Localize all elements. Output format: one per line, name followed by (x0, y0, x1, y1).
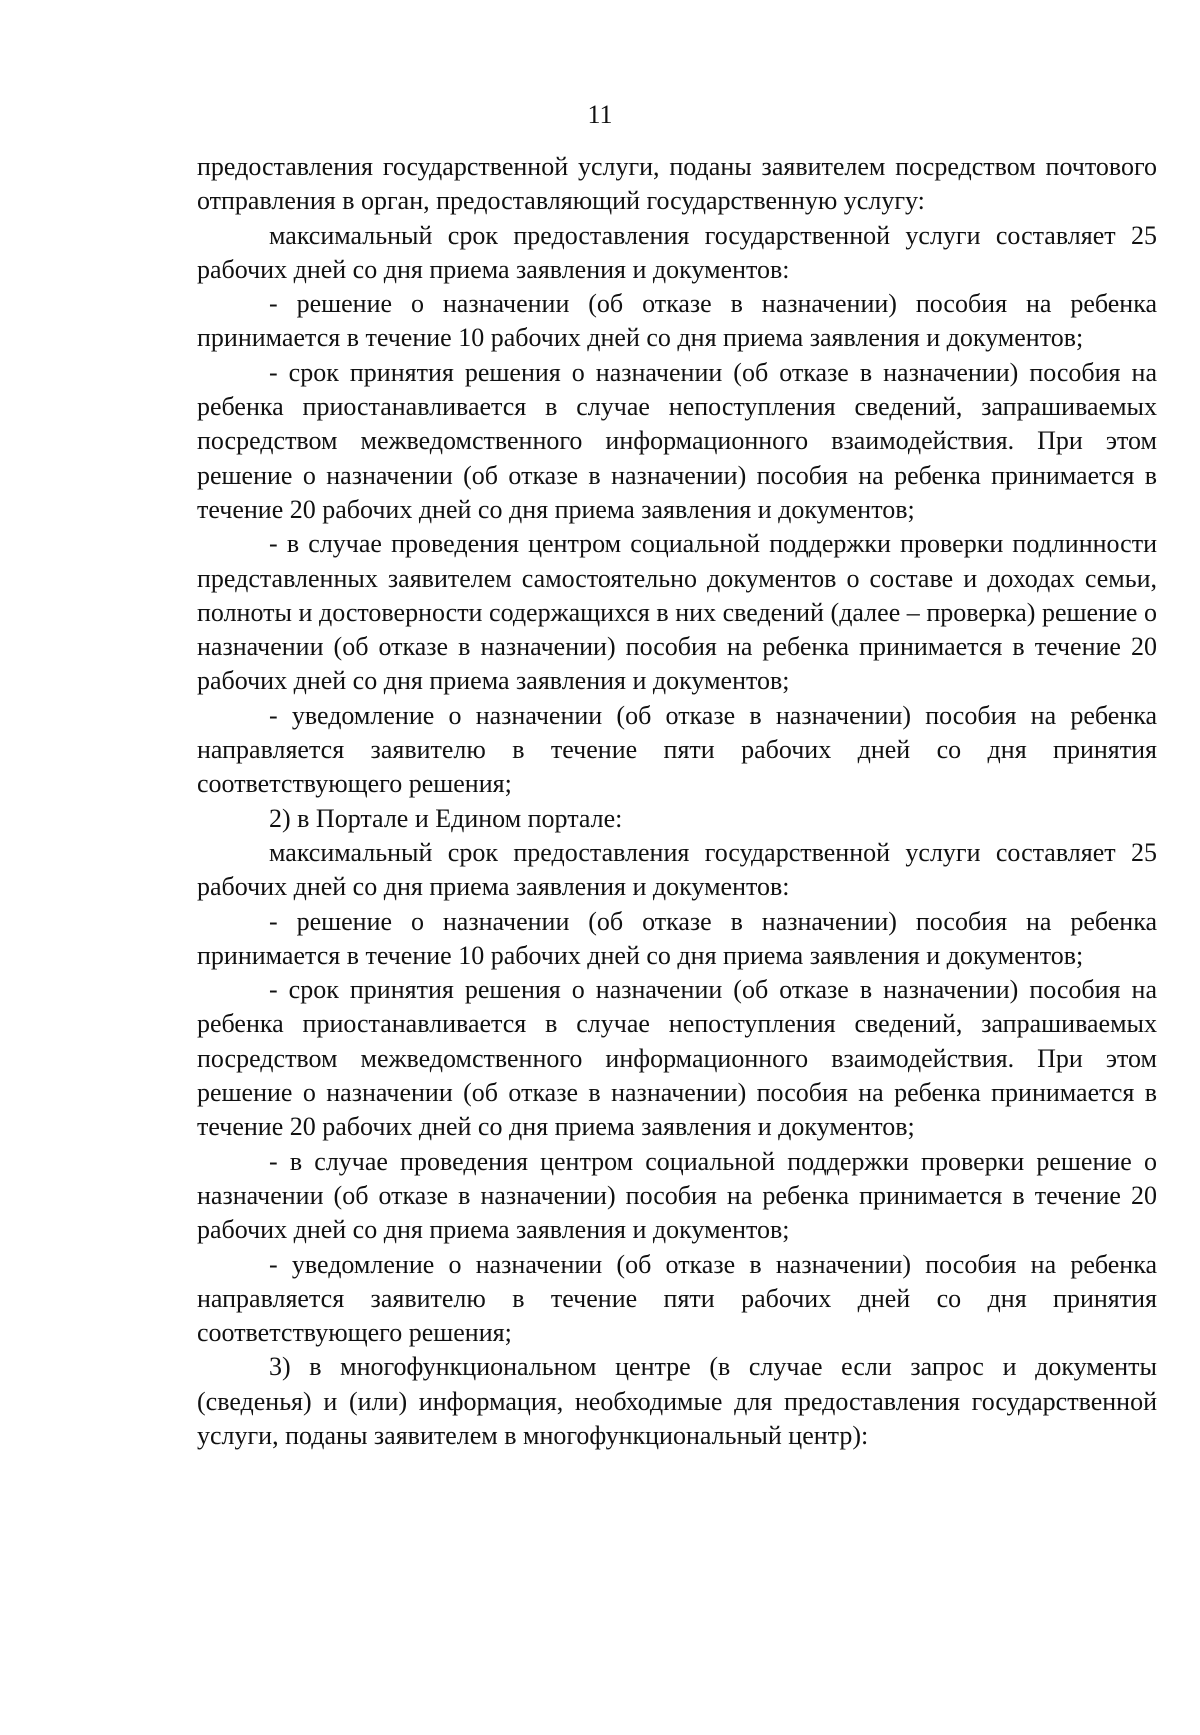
paragraph: предоставления государственной услуги, поданы заявителем посредством почтового отправления в орган, предоставляющий государственную услугу: (197, 152, 1157, 216)
paragraph: максимальный срок предоставления государственной услуги составляет 25 рабочих дней со дня приема заявления и документов: (197, 837, 1157, 902)
document-body (197, 150, 1157, 1453)
paragraph: 3) в многофункциональном центре (в случае если запрос и документы (сведенья) и (или) информация, необходимые для предоставления государственной услуги, поданы заявителем в многофункциональный центр): (197, 1352, 1157, 1450)
page-number: 11 (587, 100, 613, 129)
paragraph: - решение о назначении (об отказе в назначении) пособия на ребенка принимается в течение 10 рабочих дней со дня приема заявления и документов; (197, 289, 1157, 353)
paragraph: 2) в Портале и Едином портале: (269, 803, 623, 833)
paragraph: - в случае проведения центром социальной поддержки проверки подлинности представленных заявителем самостоятельно документов о составе и доходах семьи, полноты и достоверности содержащихся в них сведений (далее – проверка) решение о назначении (об отказе в назначении) пособия на ребенка принимается в течение 20 рабочих дней со дня приема заявления и документов; (197, 529, 1157, 696)
paragraph: - срок принятия решения о назначении (об отказе в назначении) пособия на ребенка приостанавливается в случае непоступления сведений, запрашиваемых посредством межведомственного информационного взаимодействия. При этом решение о назначении (об отказе в назначении) пособия на ребенка принимается в течение 20 рабочих дней со дня приема заявления и документов; (197, 357, 1157, 524)
paragraph: - в случае проведения центром социальной поддержки проверки решение о назначении (об отказе в назначении) пособия на ребенка принимается в течение 20 рабочих дней со дня приема заявления и документов; (197, 1146, 1157, 1245)
paragraph: - решение о назначении (об отказе в назначении) пособия на ребенка принимается в течение 10 рабочих дней со дня приема заявления и документов; (197, 906, 1157, 970)
paragraph: максимальный срок предоставления государственной услуги составляет 25 рабочих дней со дня приема заявления и документов: (197, 220, 1157, 284)
paragraph: - уведомление о назначении (об отказе в назначении) пособия на ребенка направляется заявителю в течение пяти рабочих дней со дня принятия соответствующего решения; (197, 1249, 1157, 1348)
paragraph: - уведомление о назначении (об отказе в назначении) пособия на ребенка направляется заявителю в течение пяти рабочих дней со дня принятия соответствующего решения; (197, 700, 1157, 799)
paragraph: - срок принятия решения о назначении (об отказе в назначении) пособия на ребенка приостанавливается в случае непоступления сведений, запрашиваемых посредством межведомственного информационного взаимодействия. При этом решение о назначении (об отказе в назначении) пособия на ребенка принимается в течение 20 рабочих дней со дня приема заявления и документов; (197, 975, 1157, 1142)
